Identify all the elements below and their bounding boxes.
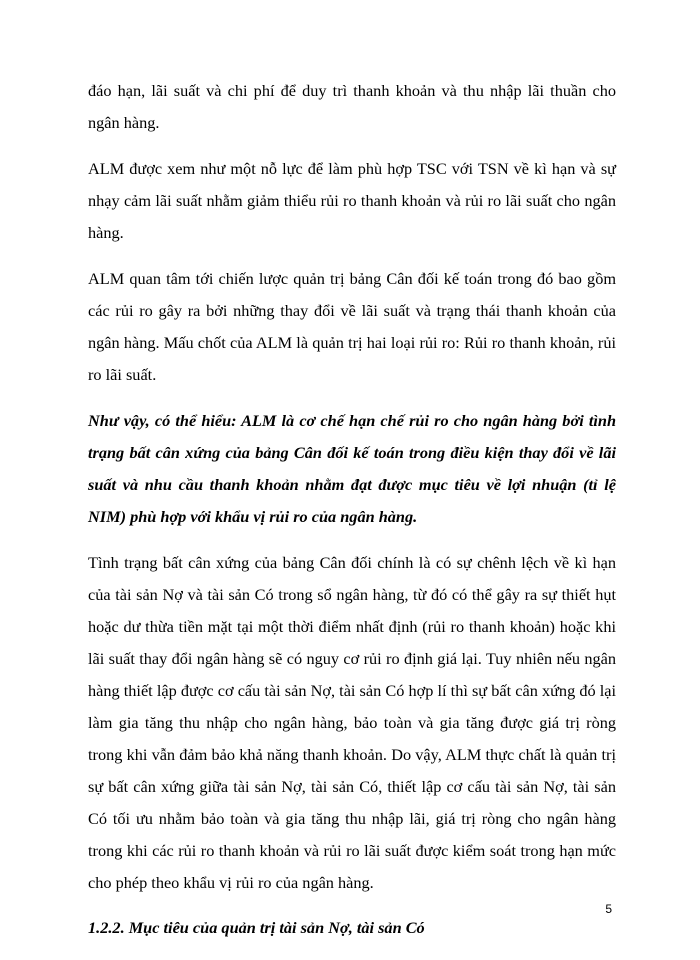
paragraph-alm-strategy: ALM quan tâm tới chiến lược quản trị bảng Cân đối kế toán trong đó bao gồm các rủi ro gây ra bởi những thay đổi về lãi suất và trạng thái thanh khoản của ngân hàng. Mấu chốt của ALM là quản trị hai loại rủi ro: Rủi ro thanh khoản, rủi ro lãi suất. — [88, 269, 616, 384]
paragraph-alm-definition: ALM được xem như một nỗ lực để làm phù hợp TSC với TSN về kì hạn và sự nhạy cảm lãi suất nhằm giảm thiểu rủi ro thanh khoản và rủi ro lãi suất cho ngân hàng. — [88, 159, 616, 242]
paragraph-mismatch: Tình trạng bất cân xứng của bảng Cân đối chính là có sự chênh lệch về kì hạn của tài sản Nợ và tài sản Có trong sổ ngân hàng, từ đó có thể gây ra sự thiết hụt hoặc dư thừa tiền mặt tại một thời điểm nhất định (rủi ro thanh khoản) hoặc khi lãi suất thay đổi ngân hàng sẽ có nguy cơ rủi ro định giá lại. Tuy nhiên nếu ngân hàng thiết lập được cơ cấu tài sản Nợ, tài sản Có hợp lí thì sự bất cân xứng đó lại làm gia tăng thu nhập cho ngân hàng, bảo toàn và gia tăng được giá trị ròng trong khi vẫn đảm bảo khả năng thanh khoản. Do vậy, ALM thực chất là quản trị sự bất cân xứng giữa tài sản Nợ, tài sản Có, thiết lập cơ cấu tài sản Nợ, tài sản Có tối ưu nhằm bảo toàn và gia tăng thu nhập lãi, giá trị ròng cho ngân hàng trong khi các rủi ro thanh khoản và rủi ro lãi suất được kiểm soát trong hạn mức cho phép theo khẩu vị rủi ro của ngân hàng. — [88, 553, 616, 892]
page-body — [88, 75, 616, 943]
paragraph-continuation: đáo hạn, lãi suất và chi phí để duy trì thanh khoản và thu nhập lãi thuần cho ngân hàng. — [88, 81, 616, 132]
page-number: 5 — [605, 902, 612, 916]
section-heading: 1.2.2. Mục tiêu của quản trị tài sản Nợ, tài sản Có — [88, 918, 425, 937]
emphasis-paragraph: Như vậy, có thể hiểu: ALM là cơ chế hạn chế rủi ro cho ngân hàng bởi tình trạng bất cân xứng của bảng Cân đối kế toán trong điều kiện thay đổi về lãi suất và nhu cầu thanh khoản nhằm đạt được mục tiêu về lợi nhuận (tỉ lệ NIM) phù hợp với khẩu vị rủi ro của ngân hàng. — [88, 411, 616, 526]
